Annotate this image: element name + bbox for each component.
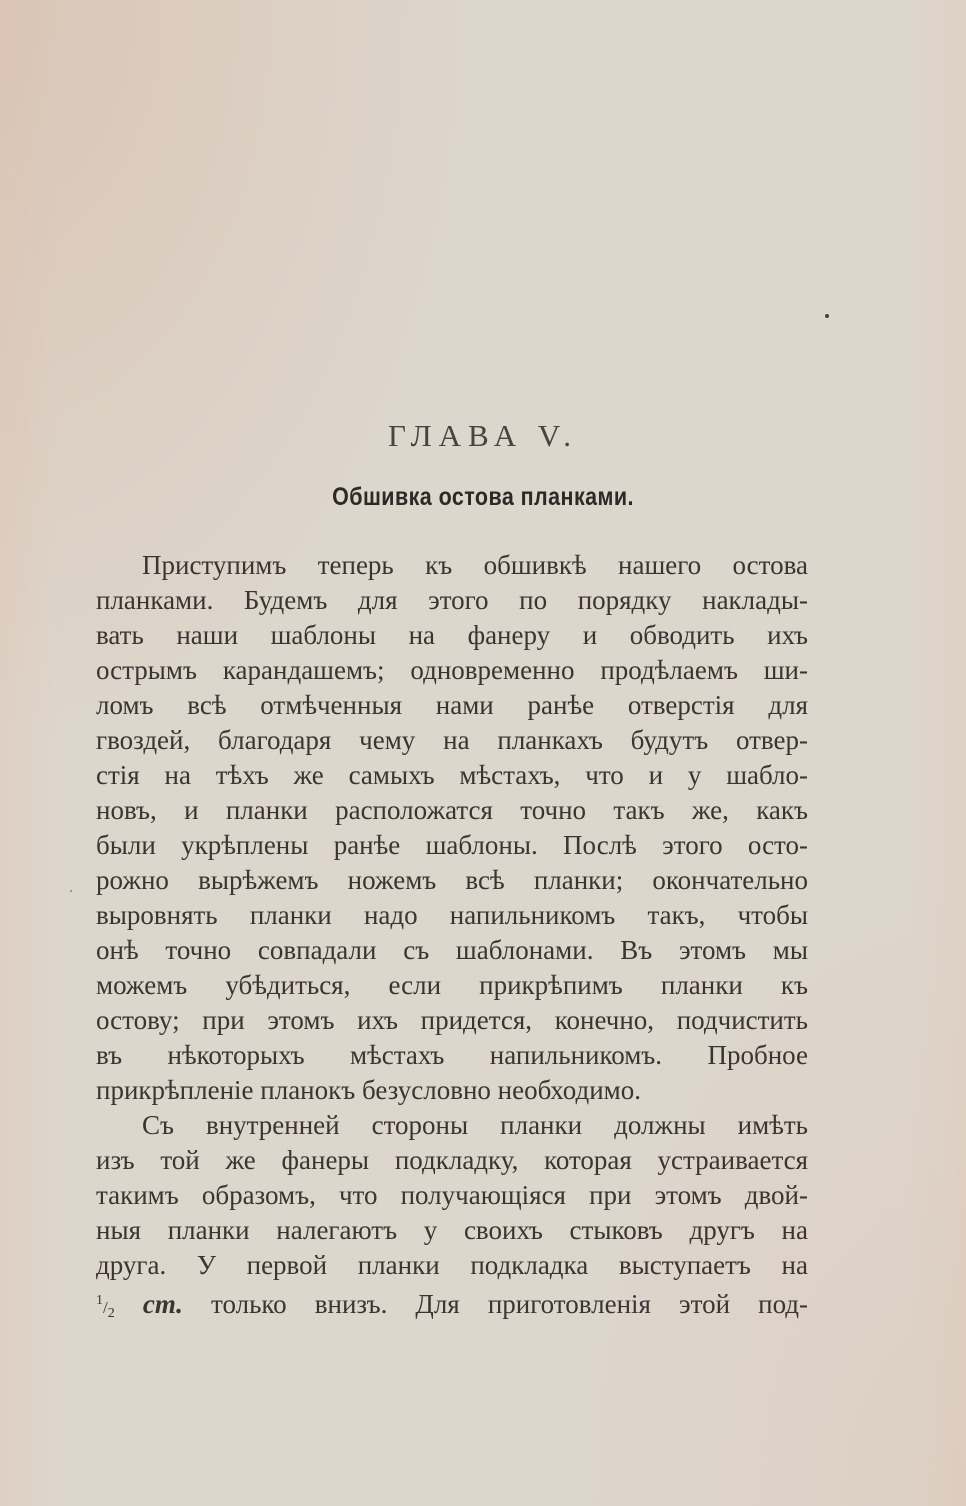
text-line: ломъ всѣ отмѣченныя нами ранѣе отверстія для bbox=[96, 690, 808, 720]
paper-speck bbox=[70, 890, 72, 892]
text-line: стія на тѣхъ же самыхъ мѣстахъ, что и у шабло- bbox=[96, 760, 808, 790]
text-line: Съ внутренней стороны планки должны имѣть bbox=[142, 1110, 808, 1140]
body-text bbox=[96, 548, 809, 1321]
text-line: рожно вырѣжемъ ножемъ всѣ планки; окончательно bbox=[96, 865, 808, 895]
text-line: прикрѣпленіе планокъ безусловно необходимо. bbox=[96, 1075, 642, 1105]
text-line: онѣ точно совпадали съ шаблонами. Въ этомъ мы bbox=[96, 935, 808, 965]
text-line: планками. Будемъ для этого по порядку наклады- bbox=[96, 585, 808, 615]
text-line: острымъ карандашемъ; одновременно продѣлаемъ ши- bbox=[96, 655, 808, 685]
fraction-denominator: 2 bbox=[107, 1306, 115, 1321]
text-line: новъ, и планки расположатся точно такъ же, какъ bbox=[96, 795, 808, 825]
paper-speck bbox=[825, 314, 829, 318]
text-line: можемъ убѣдиться, если прикрѣпимъ планки къ bbox=[96, 970, 808, 1000]
text-line: остову; при этомъ ихъ придется, конечно, подчистить bbox=[96, 1005, 808, 1035]
text-line: друга. У первой планки подкладка выступаетъ на bbox=[96, 1250, 808, 1280]
text-line: были укрѣплены ранѣе шаблоны. Послѣ этого осто- bbox=[96, 830, 808, 860]
line-rest: только внизъ. Для приготовленія этой под- bbox=[211, 1289, 809, 1319]
text-line: такимъ образомъ, что получающіяся при этомъ двой- bbox=[96, 1180, 808, 1210]
text-line-with-fraction bbox=[96, 1283, 809, 1321]
text-line: вать наши шаблоны на фанеру и обводить ихъ bbox=[96, 620, 808, 650]
text-line: изъ той же фанеры подкладку, которая устраивается bbox=[96, 1145, 808, 1175]
text-line: ныя планки налегаютъ у своихъ стыковъ другъ на bbox=[96, 1215, 808, 1245]
chapter-heading: ГЛАВА V. bbox=[387, 418, 578, 453]
chapter-title: Обшивка остова планками. bbox=[332, 483, 634, 511]
text-line: гвоздей, благодаря чему на планкахъ будутъ отвер- bbox=[96, 725, 808, 755]
fraction-one-half: $^1/_2$ bbox=[96, 1293, 115, 1321]
text-line: въ нѣкоторыхъ мѣстахъ напильникомъ. Пробное bbox=[96, 1040, 808, 1070]
text-line: Приступимъ теперь къ обшивкѣ нашего остова bbox=[142, 550, 808, 580]
unit-abbreviation: ст. bbox=[142, 1289, 183, 1319]
text-line: выровнять планки надо напильникомъ такъ, чтобы bbox=[96, 900, 808, 930]
fraction-numerator: 1 bbox=[96, 1293, 103, 1308]
